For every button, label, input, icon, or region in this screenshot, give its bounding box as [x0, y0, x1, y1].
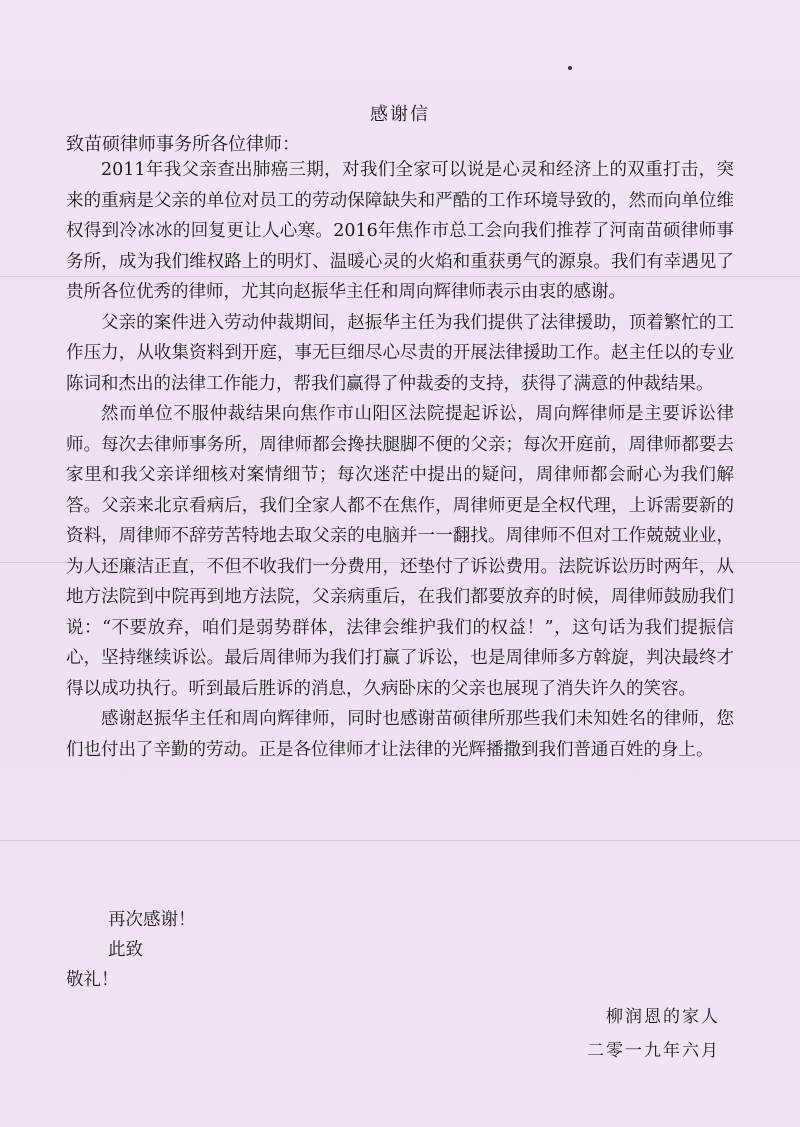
fold-line: [0, 840, 800, 841]
ink-dot: [568, 66, 572, 70]
salutation: 致苗硕律师事务所各位律师：: [66, 134, 300, 155]
signer: 柳润恩的家人: [606, 1007, 720, 1027]
letter-date: 二零一九年六月: [587, 1041, 720, 1061]
paragraph-1: 2011年我父亲查出肺癌三期，对我们全家可以说是心灵和经济上的双重打击，突来的重病是父亲的单位对员工的劳动保障缺失和严酷的工作环境导致的，然而向单位维权得到冷冰冰的回复更让人心寒。2016年焦作市总工会向我们推荐了河南苗硕律师事务所，成为我们维权路上的明灯、温暖心灵的火焰和重获勇气的源泉。我们有幸遇见了贵所各位优秀的律师，尤其向赵振华主任和周向辉律师表示由衷的感谢。: [66, 160, 734, 302]
letter-title: 感谢信: [370, 104, 430, 125]
paragraph-3: 然而单位不服仲裁结果向焦作市山阳区法院提起诉讼，周向辉律师是主要诉讼律师。每次去律师事务所，周律师都会搀扶腿脚不便的父亲；每次开庭前，周律师都要去家里和我父亲详细核对案情细节；每次迷茫中提出的疑问，周律师都会耐心为我们解答。父亲来北京看病后，我们全家人都不在焦作，周律师更是全权代理，上诉需要新的资料，周律师不辞劳苦特地去取父亲的电脑并一一翻找。周律师不但对工作兢兢业业，为人还廉洁正直，不但不收我们一分费用，还垫付了诉讼费用。法院诉讼历时两年，从地方法院到中院再到地方法院，父亲病重后，在我们都要放弃的时候，周律师鼓励我们说：“不要放弃，咱们是弱势群体，法律会维护我们的权益！”，这句话为我们提振信心，坚持继续诉讼。最后周律师为我们打赢了诉讼，也是周律师多方斡旋，判决最终才得以成功执行。听到最后胜诉的消息，久病卧床的父亲也展现了消失许久的笑容。: [66, 404, 734, 699]
paragraph-4: 感谢赵振华主任和周向辉律师，同时也感谢苗硕律所那些我们未知姓名的律师，您们也付出了辛勤的劳动。正是各位律师才让法律的光辉播撒到我们普通百姓的身上。: [66, 709, 734, 760]
paragraph-2: 父亲的案件进入劳动仲裁期间，赵振华主任为我们提供了法律援助，顶着繁忙的工作压力，从收集资料到开庭，事无巨细尽心尽责的开展法律援助工作。赵主任以的专业陈词和杰出的法律工作能力，帮我们赢得了仲裁委的支持，获得了满意的仲裁结果。: [66, 312, 734, 394]
letter-body: [66, 155, 734, 765]
closing-thanks: 再次感谢！: [108, 910, 196, 930]
closing-jingli: 敬礼！: [66, 970, 119, 990]
closing-zhizhi: 此致: [108, 940, 143, 960]
